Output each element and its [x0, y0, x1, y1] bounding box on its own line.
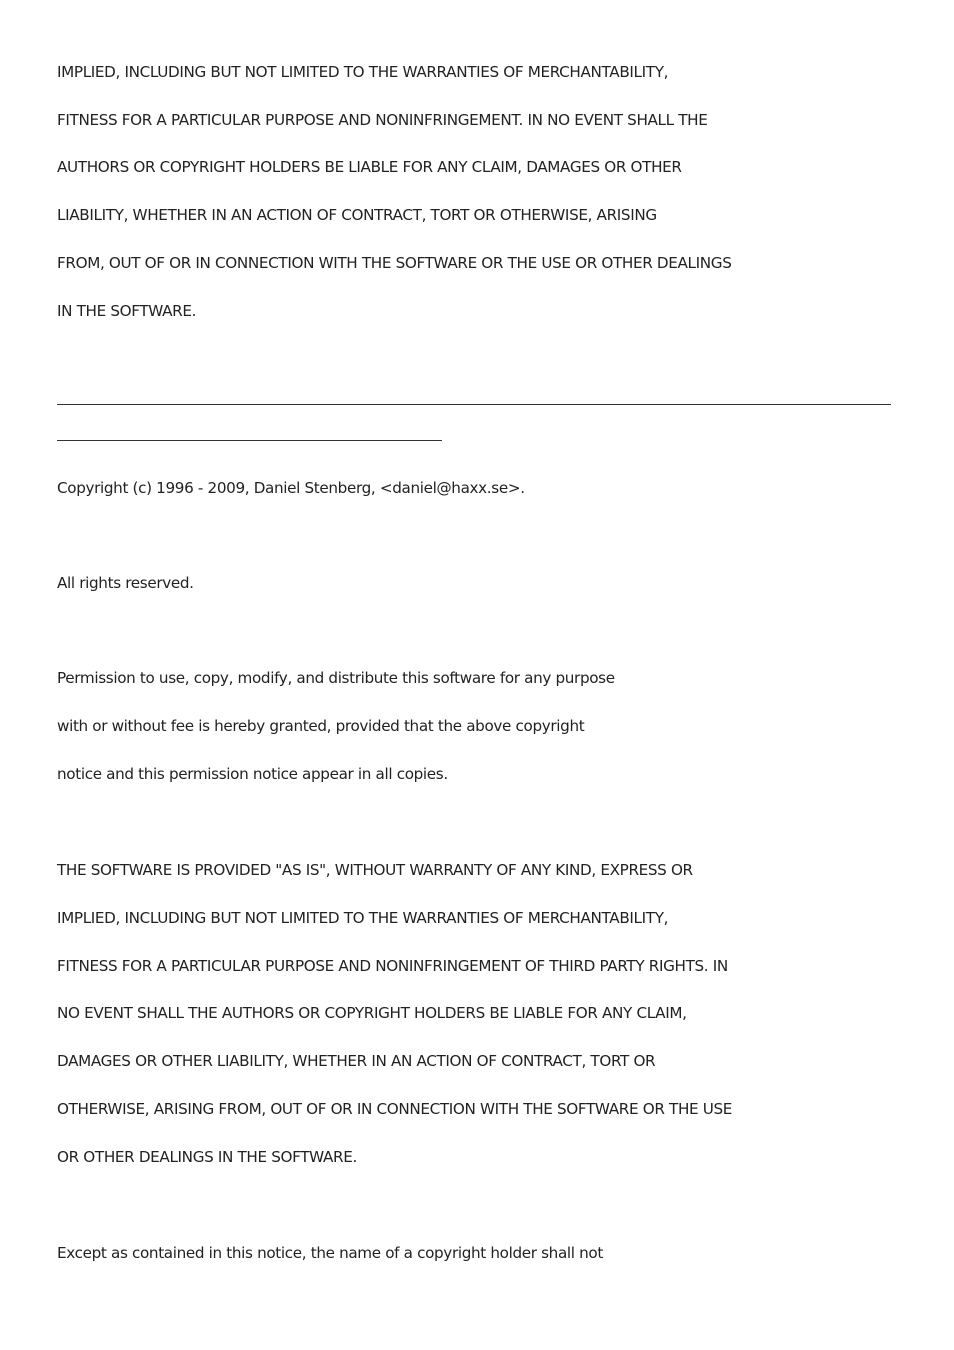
section-separator-line-short: [57, 440, 442, 441]
copyright-notice: Copyright (c) 1996 - 2009, Daniel Stenberg, <daniel@haxx.se>.: [57, 479, 525, 497]
warranty-line: NO EVENT SHALL THE AUTHORS OR COPYRIGHT HOLDERS BE LIABLE FOR ANY CLAIM,: [57, 1004, 687, 1022]
disclaimer-line: FITNESS FOR A PARTICULAR PURPOSE AND NONINFRINGEMENT. IN NO EVENT SHALL THE: [57, 111, 708, 129]
disclaimer-line: FROM, OUT OF OR IN CONNECTION WITH THE SOFTWARE OR THE USE OR OTHER DEALINGS: [57, 254, 732, 272]
disclaimer-line: LIABILITY, WHETHER IN AN ACTION OF CONTRACT, TORT OR OTHERWISE, ARISING: [57, 206, 657, 224]
warranty-line: DAMAGES OR OTHER LIABILITY, WHETHER IN AN ACTION OF CONTRACT, TORT OR: [57, 1052, 656, 1070]
permission-line: notice and this permission notice appear in all copies.: [57, 765, 448, 783]
warranty-line: FITNESS FOR A PARTICULAR PURPOSE AND NONINFRINGEMENT OF THIRD PARTY RIGHTS. IN: [57, 957, 728, 975]
disclaimer-line: IMPLIED, INCLUDING BUT NOT LIMITED TO THE WARRANTIES OF MERCHANTABILITY,: [57, 63, 669, 81]
warranty-line: IMPLIED, INCLUDING BUT NOT LIMITED TO THE WARRANTIES OF MERCHANTABILITY,: [57, 909, 669, 927]
disclaimer-line: IN THE SOFTWARE.: [57, 302, 197, 320]
permission-line: Permission to use, copy, modify, and distribute this software for any purpose: [57, 669, 615, 687]
warranty-line: OTHERWISE, ARISING FROM, OUT OF OR IN CONNECTION WITH THE SOFTWARE OR THE USE: [57, 1100, 733, 1118]
permission-line: with or without fee is hereby granted, provided that the above copyright: [57, 717, 585, 735]
warranty-line: OR OTHER DEALINGS IN THE SOFTWARE.: [57, 1148, 357, 1166]
warranty-line: THE SOFTWARE IS PROVIDED "AS IS", WITHOUT WARRANTY OF ANY KIND, EXPRESS OR: [57, 861, 693, 879]
rights-reserved: All rights reserved.: [57, 574, 194, 592]
name-usage-clause: Except as contained in this notice, the name of a copyright holder shall not: [57, 1244, 603, 1262]
section-separator-line: [57, 404, 891, 405]
disclaimer-line: AUTHORS OR COPYRIGHT HOLDERS BE LIABLE FOR ANY CLAIM, DAMAGES OR OTHER: [57, 158, 682, 176]
